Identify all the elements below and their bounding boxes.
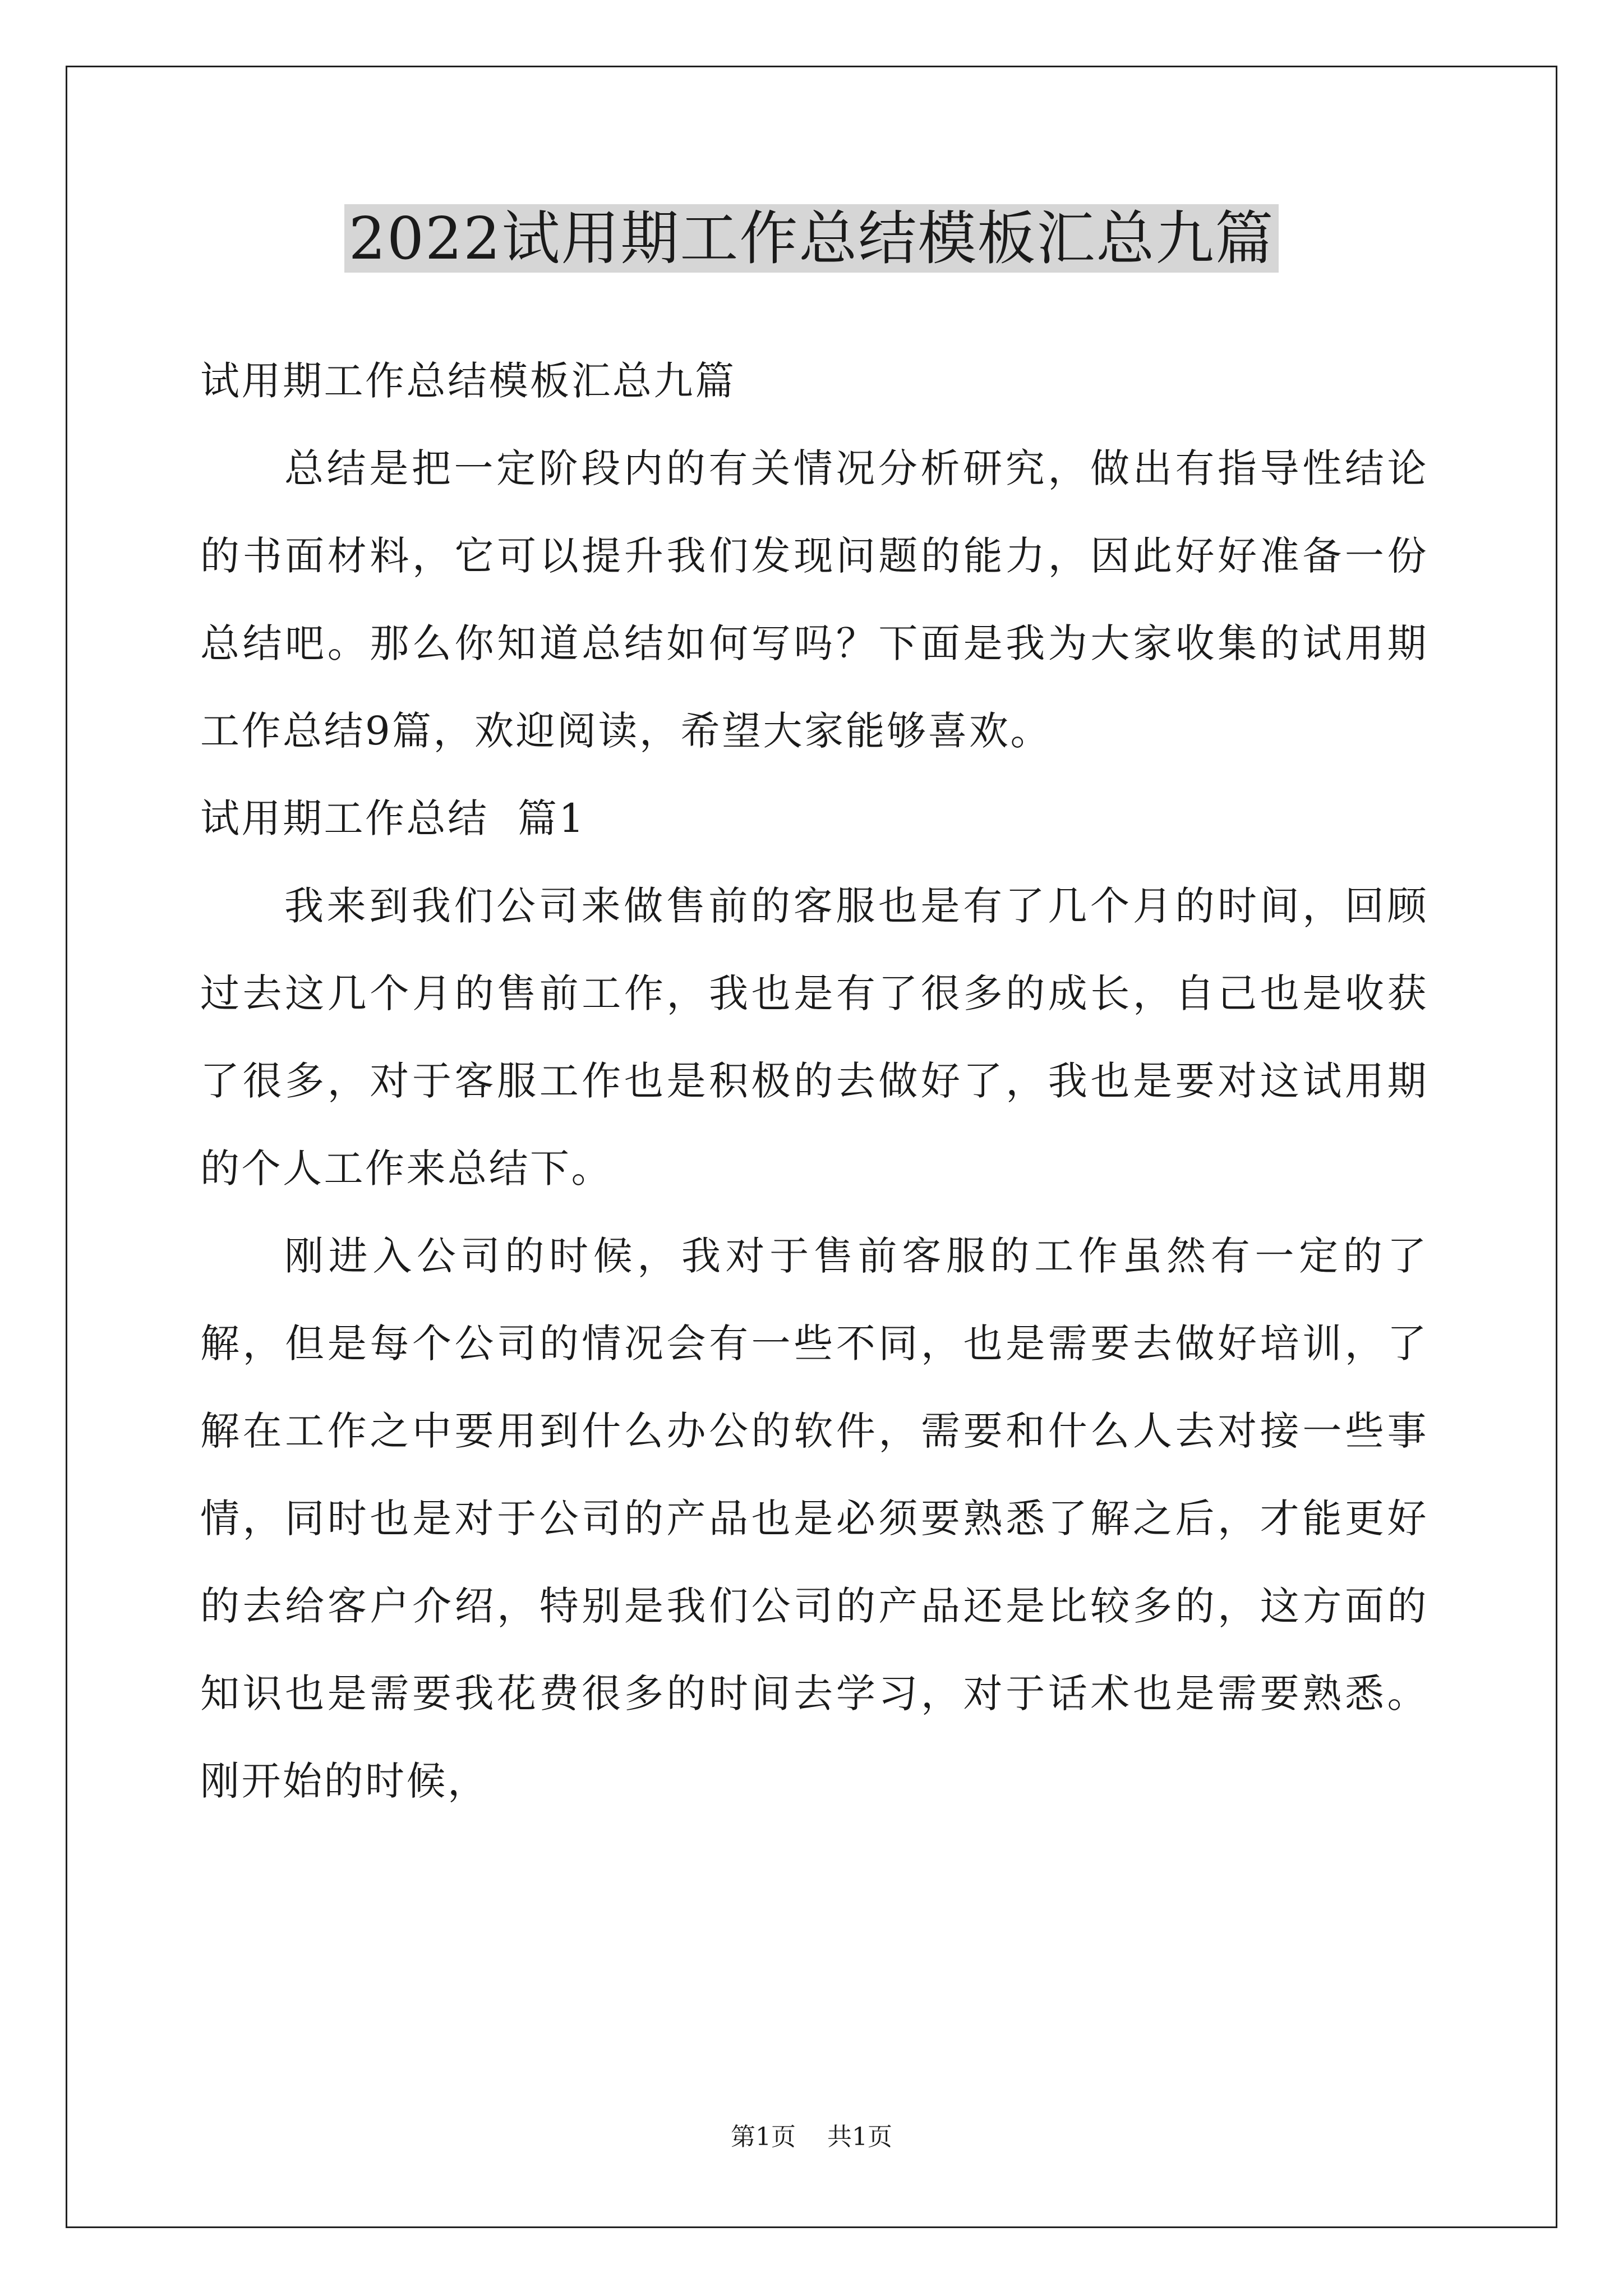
section-heading: 试用期工作总结 篇1 (200, 795, 586, 841)
page-footer: 第1页 共1页 (731, 2123, 892, 2151)
document-subtitle: 试用期工作总结模板汇总九篇 (200, 358, 736, 404)
document-title-text: 2022试用期工作总结模板汇总九篇 (344, 204, 1279, 273)
body-paragraph-2: 刚进入公司的时候，我对于售前客服的工作虽然有一定的了解，但是每个公司的情况会有一些不同，也是需要去做好培训，了解在工作之中要用到什么办公的软件，需要和什么人去对接一些事情，同时也是对于公司的产品也是必须要熟悉了解之后，才能更好的去给客户介绍，特别是我们公司的产品还是比较多的，这方面的知识也是需要我花费很多的时间去学习，对于话术也是需要熟悉。刚开始的时候， (200, 1233, 1428, 1804)
intro-paragraph: 总结是把一定阶段内的有关情况分析研究，做出有指导性结论的书面材料，它可以提升我们发现问题的能力，因此好好准备一份总结吧。那么你知道总结如何写吗？下面是我为大家收集的试用期工作总结9篇，欢迎阅读，希望大家能够喜欢。 (200, 445, 1428, 754)
body-paragraph-1: 我来到我们公司来做售前的客服也是有了几个月的时间，回顾过去这几个月的售前工作，我也是有了很多的成长，自己也是收获了很多，对于客服工作也是积极的去做好了，我也是要对这试用期的个人工作来总结下。 (200, 883, 1428, 1191)
document-title (0, 199, 1623, 278)
document-body (200, 337, 1428, 1825)
